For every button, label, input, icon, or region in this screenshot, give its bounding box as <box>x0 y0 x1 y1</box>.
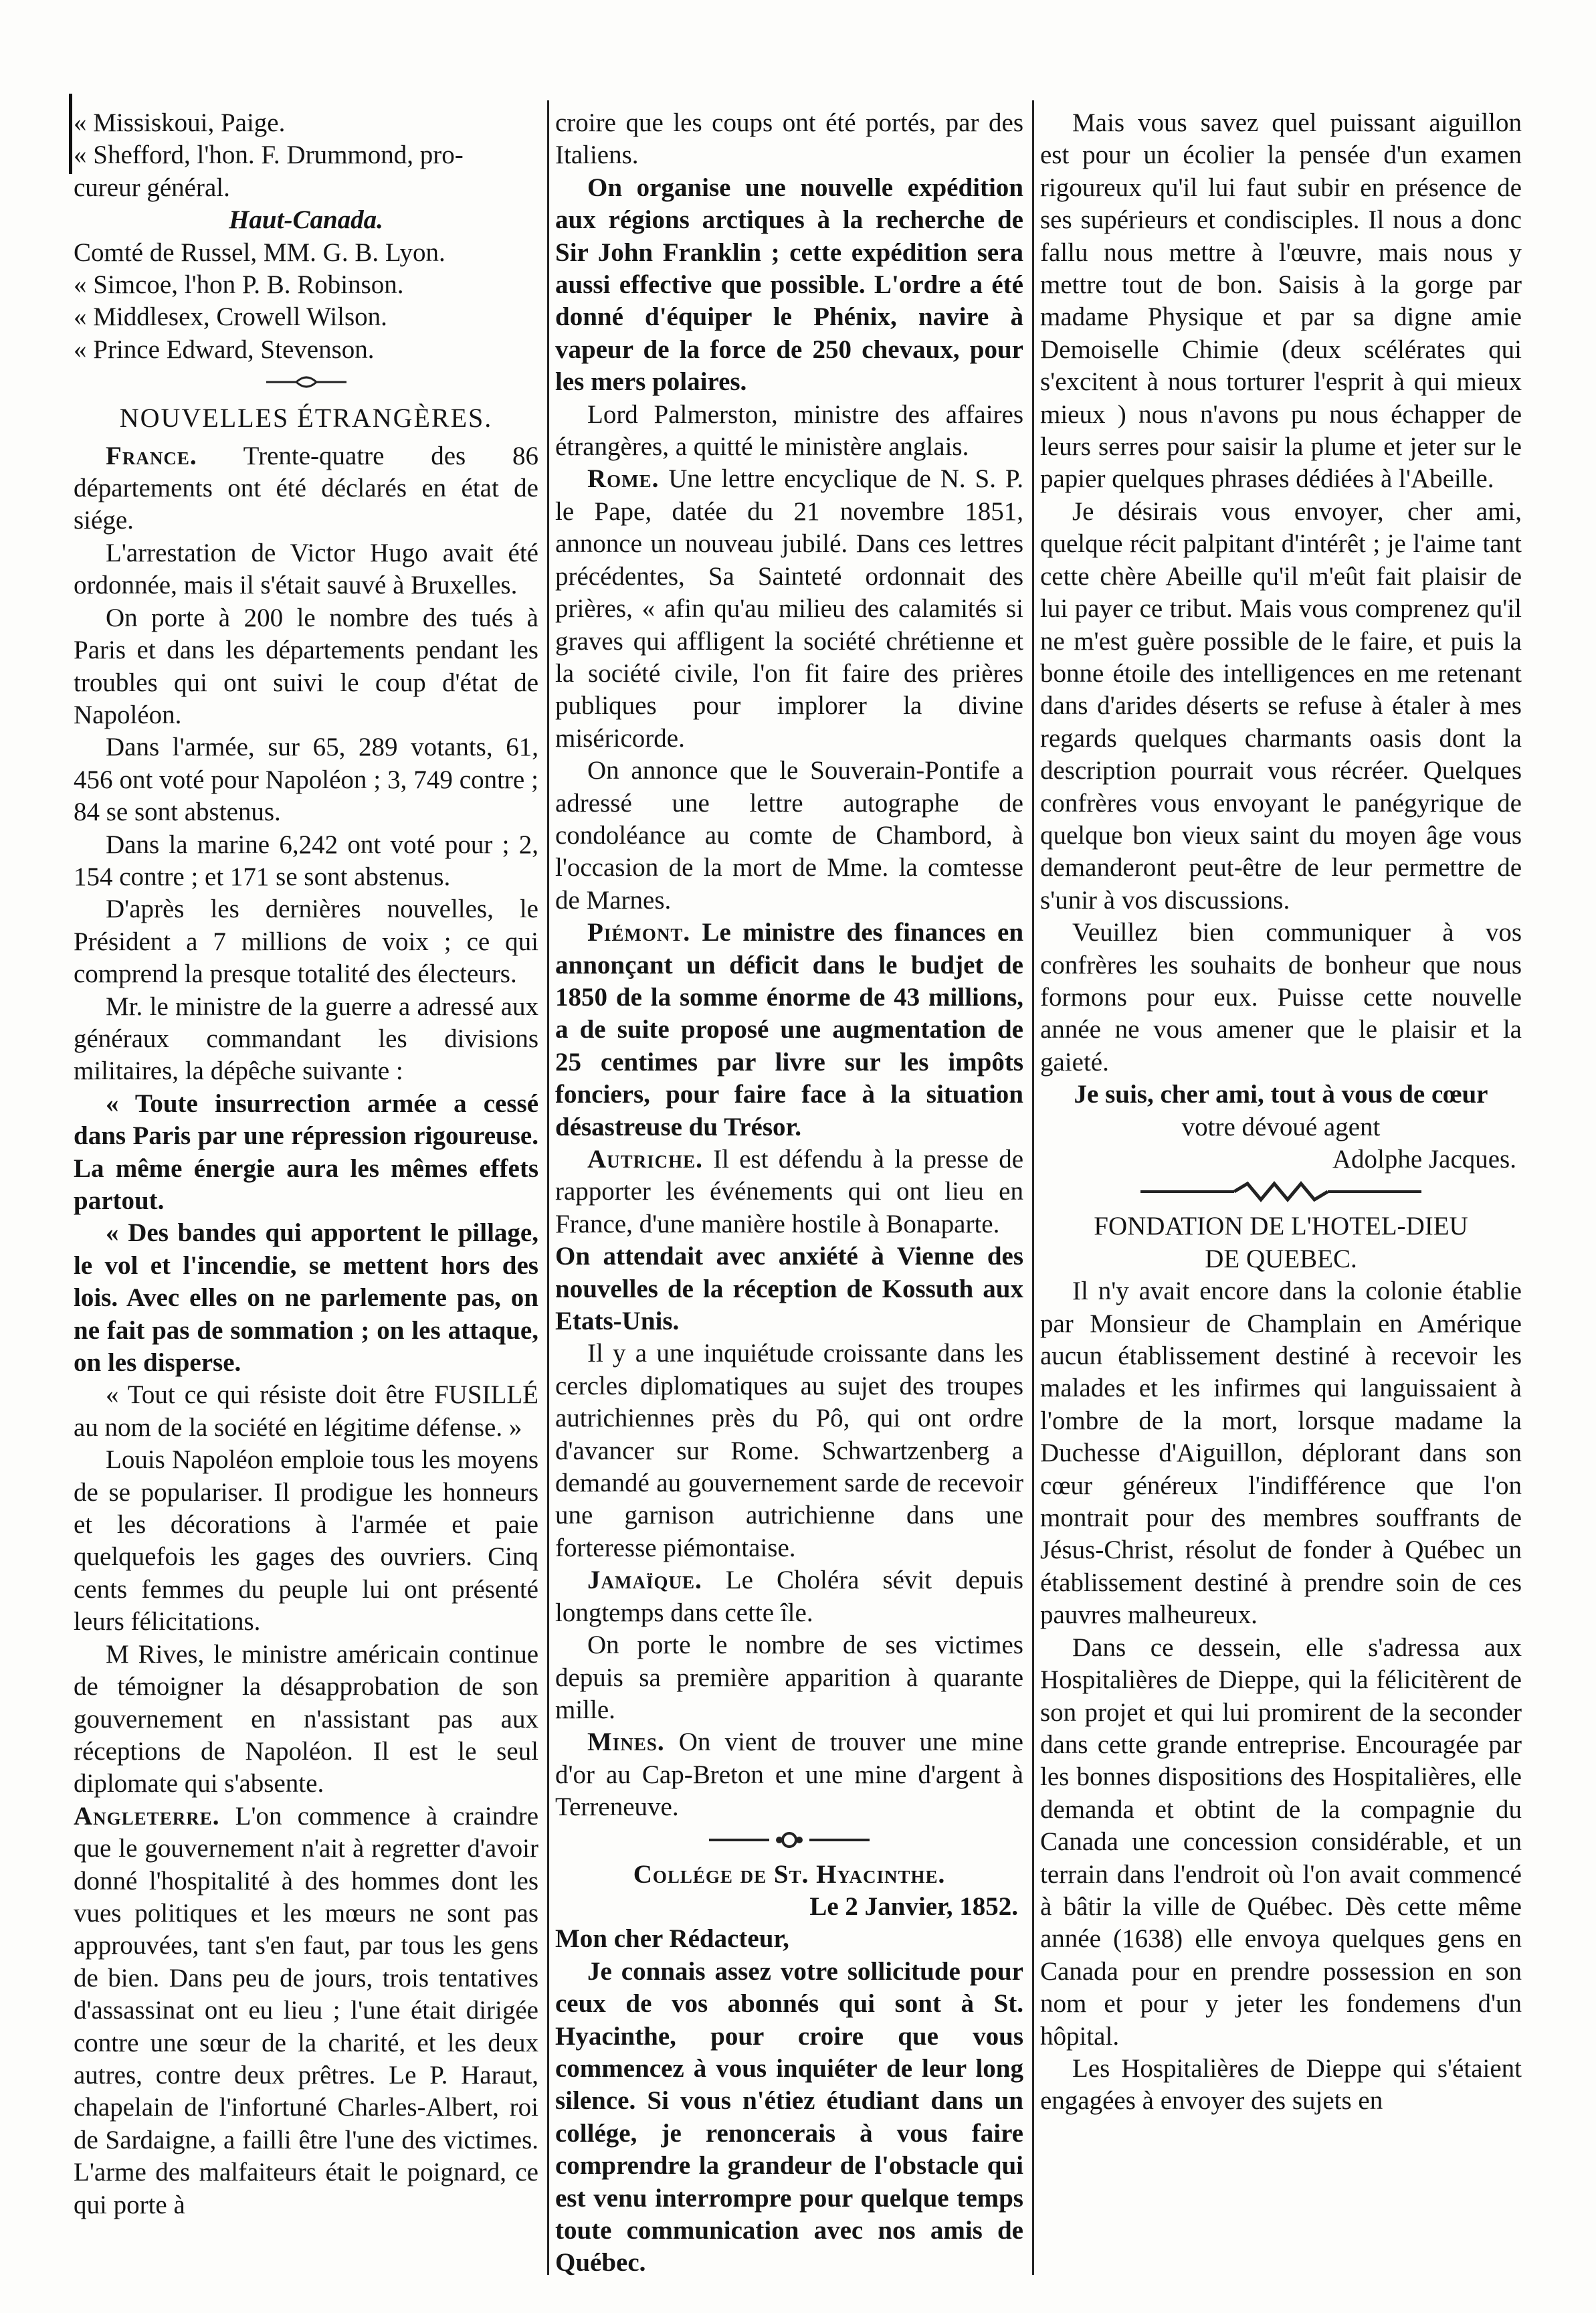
ornament-divider <box>555 1827 1023 1856</box>
section-heading-fondation: FONDATION DE L'HOTEL-DIEU <box>1094 1212 1468 1241</box>
section-heading-nouvelles: NOUVELLES ÉTRANGÈRES. <box>119 403 493 434</box>
letter-heading-college: Collége de St. Hyacinthe. <box>633 1859 946 1889</box>
paragraph: Trente-quatre des 86 départements ont été déclarés en état de siége. <box>74 441 538 535</box>
column-2 <box>555 107 1023 2288</box>
letter-date: Le 2 Janvier, 1852. <box>809 1891 1018 1921</box>
paragraph: Le ministre des finances en annonçant un déficit dans le budjet de 1850 de la somme énorme de 43 millions, a de suite proposé une augmentation de 25 centimes par livre sur les impôts fonciers, pour faire face à la situation désastreuse du Trésor. <box>555 918 1023 1141</box>
paragraph: Veuillez bien communiquer à vos confrères les souhaits de bonheur que nous formons pour eux. Puisse cette nouvelle année ne vous amener que le plaisir et la gaieté. <box>1040 918 1522 1077</box>
letter-signature: Adolphe Jacques. <box>1332 1145 1516 1174</box>
lead-france: France. <box>106 441 197 470</box>
paragraph: Le Choléra sévit depuis longtemps dans cette île. <box>555 1566 1023 1627</box>
county-line: « Simcoe, l'hon P. B. Robinson. <box>74 270 404 300</box>
county-line: « Prince Edward, Stevenson. <box>74 335 375 364</box>
quote-paragraph: « Tout ce qui résiste doit être FUSILLÉ au nom de la société en légitime défense. » <box>74 1380 538 1442</box>
paragraph: D'après les dernières nouvelles, le Président a 7 millions de voix ; ce qui comprend la presque totalité des électeurs. <box>74 895 538 989</box>
paragraph: On porte le nombre de ses victimes depuis sa première apparition à quarante mille. <box>555 1631 1023 1724</box>
paragraph: Lord Palmerston, ministre des affaires étrangères, a quitté le ministère anglais. <box>555 399 1023 462</box>
lead-mines: Mines. <box>587 1728 665 1757</box>
county-line: « Middlesex, Crowell Wilson. <box>74 302 387 332</box>
county-line: « Missiskoui, Paige. <box>74 108 286 137</box>
paragraph: Mr. le ministre de la guerre a adressé aux généraux commandant les divisions militaires, la dépêche suivante : <box>74 992 538 1086</box>
paragraph: Dans ce dessein, elle s'adressa aux Hospitalières de Dieppe, qui la félicitèrent de son projet et qui lui promirent de la seconder dans cette grande entreprise. Encouragée par les bonnes dispositions des Hospitalières, elle demanda et obtint de la compagnie du Canada une concession considérable, et un terrain dans l'endroit où l'on avait commencé à bâtir la ville de Québec. Dès cette même année (1638) elle envoya quelques gens en Canada pour en prendre possession en son nom et pour y jeter les fondemens d'un hôpital. <box>1040 1633 1522 2051</box>
paragraph: On attendait avec anxiété à Vienne des nouvelles de la réception de Kossuth aux Etats-Unis. <box>555 1242 1023 1336</box>
paragraph: On vient de trouver une mine d'or au Cap-Breton et une mine d'argent à Terreneuve. <box>555 1728 1023 1822</box>
left-edge-rule <box>69 94 72 174</box>
paragraph: Les Hospitalières de Dieppe qui s'étaient engagées à envoyer des sujets en <box>1040 2053 1522 2116</box>
column-rule-1 <box>547 100 549 2275</box>
letter-salutation: Mon cher Rédacteur, <box>555 1924 789 1954</box>
paragraph: Une lettre encyclique de N. S. P. le Pape, datée du 21 novembre 1851, annonce un nouveau jubilé. Dans ces lettres précédentes, Sa Sainteté ordonnait des prières, « afin qu'au milieu des calamités si graves qui affligent la société chrétienne et la société civile, l'on fit faire des prières publiques pour implorer la divine miséricorde. <box>555 464 1023 753</box>
column-3 <box>1040 107 1522 2288</box>
ornament-divider <box>1040 1178 1522 1208</box>
county-line: « Shefford, l'hon. F. Drummond, pro- <box>74 141 464 170</box>
lead-piemont: Piémont. <box>587 918 691 947</box>
paragraph: Je désirais vous envoyer, cher ami, quelque récit palpitant d'intérêt ; je l'aime tant cette chère Abeille qu'il m'eût fait plaisir de lui payer ce tribut. Mais vous comprenez qu'il ne m'est guère possible de le faire, et puis la bonne étoile des intelligences en me retenant dans d'arides déserts se refuse à étaler à mes regards quelques charmants oasis dont la description pourrait vous récréer. Quelques confrères vous envoyant le panégyrique de quelque bon vieux saint du moyen âge vous demanderont peut-être de leur permettre de s'unir à vos discussions. <box>1040 496 1522 915</box>
letter-closing: Je suis, cher ami, tout à vous de cœur <box>1074 1080 1488 1109</box>
paragraph: Dans l'armée, sur 65, 289 votants, 61, 456 ont voté pour Napoléon ; 3, 749 contre ; 84 se sont abstenus. <box>74 733 538 827</box>
paragraph: M Rives, le ministre américain continue de témoigner la désapprobation de son gouvernement en n'assistant pas aux réceptions de Napoléon. Il est le seul diplomate qui s'absente. <box>74 1639 538 1798</box>
paragraph: Il est défendu à la presse de rapporter les événements qui ont lieu en France, d'une manière hostile à Bonaparte. <box>555 1145 1023 1238</box>
section-haut-canada: Haut-Canada. <box>229 205 383 235</box>
county-line-cont: cureur général. <box>74 173 230 202</box>
paragraph: On porte à 200 le nombre des tués à Paris et dans les départements pendant les troubles qui ont suivi le coup d'état de Napoléon. <box>74 603 538 729</box>
section-heading-quebec: DE QUEBEC. <box>1205 1244 1357 1273</box>
quote-paragraph: « Toute insurrection armée a cessé dans Paris par une répression rigoureuse. La même énergie aura les mêmes effets partout. <box>74 1089 538 1215</box>
paragraph: croire que les coups ont été portés, par des Italiens. <box>555 108 1023 170</box>
paragraph: Mais vous savez quel puissant aiguillon est pour un écolier la pensée d'un examen rigoureux qu'il lui faut subir en présence de ses supérieurs et condisciples. Il nous a donc fallu nous mettre à l'œuvre, mais nous y mettre tout de bon. Saisis à la gorge par madame Physique et par sa digne amie Demoiselle Chimie (deux scélérates qui s'excitent à nous torturer l'esprit à qui mieux mieux ) nous n'avons pu nous échapper de leurs serres pour saisir la plume et jeter sur le papier quelques phrases dédiées à l'Abeille. <box>1040 108 1522 494</box>
quote-paragraph: « Des bandes qui apportent le pillage, le vol et l'incendie, se mettent hors des lois. Avec elles on ne parlemente pas, on ne fait pas de sommation ; on les attaque, on les disperse. <box>74 1218 538 1378</box>
paragraph: Je connais assez votre sollicitude pour ceux de vos abonnés qui sont à St. Hyacinthe, pour croire que vous commencez à vous inquiéter de leur long silence. Si vous n'étiez étudiant dans un collége, je renoncerais à vous faire comprendre la grandeur de l'obstacle qui est venu interrompre pour quelque temps toute communication avec nos amis de Québec. <box>555 1956 1023 2278</box>
column-rule-2 <box>1032 100 1034 2275</box>
letter-closing: votre dévoué agent <box>1181 1112 1381 1141</box>
paragraph: Dans la marine 6,242 ont voté pour ; 2, 154 contre ; et 171 se sont abstenus. <box>74 830 538 891</box>
lead-autriche: Autriche. <box>587 1145 703 1174</box>
paragraph: Il n'y avait encore dans la colonie établie par Monsieur de Champlain en Amérique aucun établissement destiné à recevoir les malades et les infirmes qui languissaient à l'ombre de la mort, lorsque madame la Duchesse d'Aiguillon, déplorant dans son cœur généreux l'indifférence que l'on montrait pour des membres souffrants de Jésus-Christ, résolut de fonder à Québec un établissement destiné à prendre soin de ces pauvres malheureux. <box>1040 1277 1522 1630</box>
ornament-divider <box>74 369 538 398</box>
lead-rome: Rome. <box>587 464 660 494</box>
paragraph: Louis Napoléon emploie tous les moyens de se populariser. Il prodigue les honneurs et les décorations à l'armée et paie quelquefois les gages des ouvriers. Cinq cents femmes du peuple lui ont présenté leurs félicitations. <box>74 1445 538 1637</box>
lead-jamaique: Jamaïque. <box>587 1566 702 1595</box>
paragraph: L'on commence à craindre que le gouvernement n'ait à regretter d'avoir donné l'hospitalité à des hommes dont les vues politiques et les mœurs ne sont pas approuvées, tant s'en faut, par tous les gens de bien. Dans peu de jours, trois tentatives d'assassinat ont eu lieu ; l'une était dirigée contre une sœur de la charité, et les deux autres, contre deux prêtres. Le P. Haraut, chapelain de l'infortuné Charles-Albert, roi de Sardaigne, a failli être l'une des victimes. L'arme des malfaiteurs était le poignard, ce qui porte à <box>74 1801 538 2219</box>
paragraph: On organise une nouvelle expédition aux régions arctiques à la recherche de Sir John Franklin ; cette expédition sera aussi effective que possible. L'ordre a été donné d'équiper le Phénix, navire à vapeur de la force de 250 chevaux, pour les mers polaires. <box>555 173 1023 397</box>
paragraph: On annonce que le Souverain-Pontife a adressé une lettre autographe de condoléance au comte de Chambord, à l'occasion de la mort de Mme. la comtesse de Marnes. <box>555 756 1023 915</box>
lead-angleterre: Angleterre. <box>74 1801 220 1831</box>
paragraph: Il y a une inquiétude croissante dans les cercles diplomatiques au sujet des troupes autrichiennes près du Pô, qui ont ordre d'avancer sur Rome. Schwartzenberg a demandé au gouvernement sarde de recevoir une garnison autrichienne dans une forteresse piémontaise. <box>555 1339 1023 1562</box>
county-line: Comté de Russel, MM. G. B. Lyon. <box>74 238 445 267</box>
paragraph: L'arrestation de Victor Hugo avait été ordonnée, mais il s'était sauvé à Bruxelles. <box>74 538 538 600</box>
column-1 <box>74 107 538 2288</box>
